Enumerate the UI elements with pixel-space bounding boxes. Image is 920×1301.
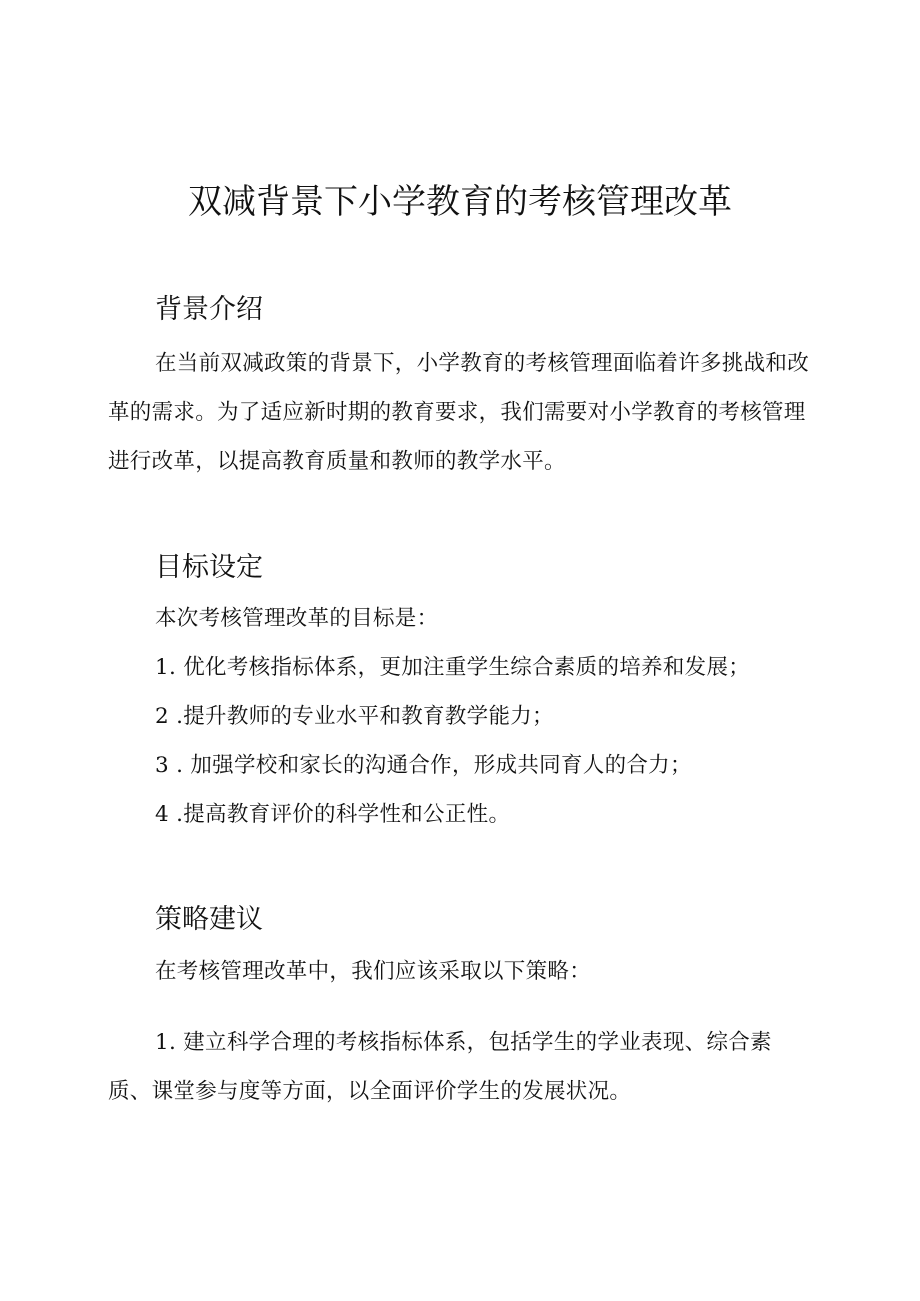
goal-item-2: 2 .提升教师的专业水平和教育教学能力； xyxy=(155,704,554,729)
goal-item-3: 3 . 加强学校和家长的沟通合作，形成共同育人的合力； xyxy=(155,753,692,778)
goal-item-1: 1. 优化考核指标体系，更加注重学生综合素质的培养和发展； xyxy=(155,655,751,680)
strategy-item-1: 1. 建立科学合理的考核指标体系，包括学生的学业表现、综合素质、课堂参与度等方面，以全面评价学生的发展状况。 xyxy=(108,1030,772,1104)
goals-intro: 本次考核管理改革的目标是： xyxy=(155,606,439,631)
section-heading-goals: 目标设定 xyxy=(155,552,263,583)
section-heading-background: 背景介绍 xyxy=(155,294,263,325)
document-title: 双减背景下小学教育的考核管理改革 xyxy=(188,182,732,222)
section-heading-strategy: 策略建议 xyxy=(155,904,263,935)
strategy-intro: 在考核管理改革中，我们应该采取以下策略： xyxy=(155,959,592,984)
goal-item-4: 4 .提高教育评价的科学性和公正性。 xyxy=(155,802,511,827)
background-paragraph: 在当前双减政策的背景下，小学教育的考核管理面临着许多挑战和改革的需求。为了适应新时期的教育要求，我们需要对小学教育的考核管理进行改革，以提高教育质量和教师的教学水平。 xyxy=(108,351,810,474)
